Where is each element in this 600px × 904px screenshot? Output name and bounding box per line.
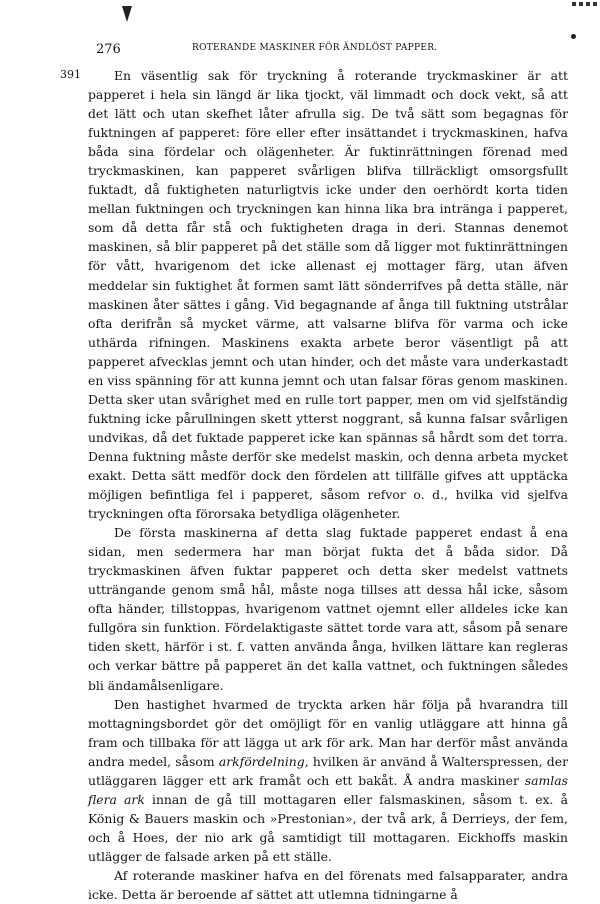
paragraph: [88, 66, 568, 523]
italic-term: samlas flera ark: [88, 772, 568, 807]
text-run: En väsentlig sak för tryckning å roterande tryckmaskiner är att papperet i hela sin längd är lika tjockt, väl limmadt och dock vekt, så att det lätt och utan skefhet låter afrulla sig. De två sätt som begagnas för fuktningen af papperet: före eller efter insättandet i tryckmaskinen, hafva båda sina fördelar och olägenheter. Är fuktinrättningen förenad med tryckmaskinen, kan papperet svårligen blifva tillräckligt omsorgsfullt fuktadt, då fuktigheten naturligtvis icke under den oerhördt korta tiden mellan fuktningen och tryckningen kan hinna lika bra intränga i papperet, som då detta får stå och fuktigheten draga in deri. Stannas denemot maskinen, så blir papperet på det ställe som då ligger mot fuktinrättningen för vått, hvarigenom det icke allenast ej mottager färg, utan äfven meddelar sin fuktighet åt formen samt lätt sönderrifves på detta ställe, när maskinen åter sättes i gång. Vid begagnande af ånga till fuktning utstrålar ofta derifrån så mycket värme, att valsarne blifva för varma och icke uthärda rifningen. Maskinens exakta arbete beror väsentligt på att papperet afvecklas jemnt och utan hinder, och det måste vara underkastadt en viss spänning för att kunna jemnt och utan falsar föras genom maskinen. Detta sker utan svårighet med en rulle tort papper, men om vid sjelfständig fuktning icke pårullningen skett ytterst noggrant, så kunna falsar svårligen undvikas, då det fuktade papperet icke kan spännas så hårdt som det torra. Denna fuktning måste derför ske medelst maskin, och denna arbeta mycket exakt. Detta sätt medför dock den fördelen att tillfälle gifves att upptäcka möjligen befintliga fel i papperet, såsom refvor o. d., hvilka vid sjelfva tryckningen ofta förorsaka betydliga olägenheter.: [88, 68, 568, 522]
scan-artifact-mark: [122, 6, 132, 22]
paragraph: [88, 866, 568, 904]
page-header: [96, 42, 480, 58]
paragraph: [88, 523, 568, 694]
text-run: De första maskinerna af detta slag fuktade papperet endast å ena sidan, men sedermera har man börjat fukta det å båda sidor. Då tryckmaskinen äfven fuktar papperet och detta sker medelst vattnets utträngande genom små hål, måste noga tillses att dessa hål icke, såsom ofta händer, tillstoppas, hvarigenom vattnet ojemnt eller alldeles icke kan fullgöra sin funktion. Fördelaktigaste sättet torde vara att, såsom på senare tiden skett, härför i st. f. vatten använda ånga, hvilken lättare kan regleras och verkar bättre på papperet än det kalla vattnet, och fuktningen således bli ändamålsenligare.: [88, 525, 568, 693]
running-title: ROTERANDE MASKINER FÖR ÄNDLÖST PAPPER.: [192, 43, 438, 53]
italic-term: arkfördelning: [218, 753, 305, 769]
page-number: 276: [96, 42, 121, 57]
text-run: , hvilken är använd å Walterspressen, der utläggaren lägger ett ark framåt och ett bakåt. Å andra maskiner: [88, 753, 568, 788]
text-run: Af roterande maskiner hafva en del förenats med falsapparater, andra icke. Detta är beroende af sättet att utlemna tidningarne å: [88, 867, 568, 903]
scan-artifact-dot: [571, 34, 576, 39]
text-run: Den hastighet hvarmed de tryckta arken här följa på hvarandra till mottagningsbordet gör det omöjligt för en vanlig utläggare att hinna gå fram och tillbaka för att lägga ut ark för ark. Man har derför måst använda andra medel, såsom: [88, 696, 568, 769]
body-text: [88, 66, 568, 904]
paragraph: [88, 695, 568, 866]
scan-artifact-corner: [572, 2, 598, 6]
text-run: innan de gå till mottagaren eller falsmaskinen, såsom t. ex. å König & Bauers maskin och »Prestonian», der två ark, å Derrieys, der fem, och å Hoes, der nio ark gå samtidigt till mottagaren. Eickhoffs maskin utlägger de falsade arken på ett ställe.: [88, 791, 568, 864]
margin-section-number: 391: [60, 68, 81, 81]
